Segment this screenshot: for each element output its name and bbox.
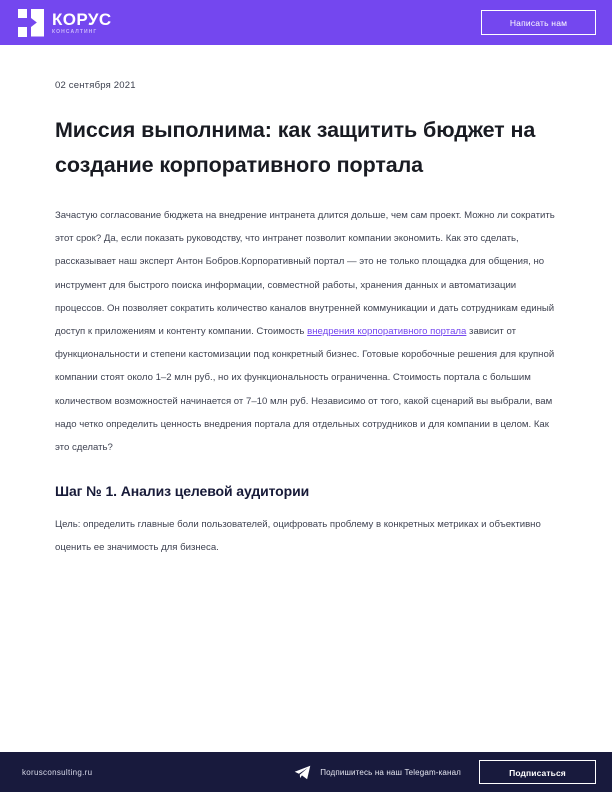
article-container <box>0 80 612 560</box>
site-header <box>0 0 612 45</box>
page-title: Миссия выполнима: как защитить бюджет на создание корпоративного портала <box>55 118 536 178</box>
publication-date: 02 сентября 2021 <box>55 80 136 91</box>
logo-bar-right <box>31 9 44 37</box>
logo-title: КОРУС <box>52 9 112 29</box>
corporate-portal-link[interactable]: внедрения корпоративного портала <box>307 325 467 337</box>
logo-subtitle: КОНСАЛТИНГ <box>52 28 98 35</box>
korus-k-mark-icon <box>18 9 44 37</box>
telegram-cta <box>294 765 461 780</box>
logo-wordmark <box>52 11 112 35</box>
section-heading-step-1: Шаг № 1. Анализ целевой аудитории <box>55 483 310 500</box>
site-footer <box>0 752 612 792</box>
logo-notch <box>18 18 27 27</box>
section-paragraph: Цель: определить главные боли пользователей, оцифровать проблему в конкретных метриках и объективно оценить ее значимость для бизнеса. <box>55 519 541 554</box>
article-paragraph <box>55 204 557 459</box>
footer-website-url[interactable]: korusconsulting.ru <box>22 767 93 777</box>
subscribe-button[interactable]: Подписаться <box>479 760 596 784</box>
paragraph-text-before-link: Зачастую согласование бюджета на внедрение интранета длится дольше, чем сам проект. Можно ли сократить этот срок? Да, если показать руководству, что интранет позволит компании экономить. Как это сделать, рассказывает наш эксперт Антон Бобров.Корпоративный портал — это не только площадка для общения, но инструмент для быстрого поиска информации, совместной работы, хранения данных и автоматизации процессов. Он позволяет сократить количество каналов внутренней коммуникации и дать сотрудникам единый доступ к приложениям и контенту компании. Стоимость <box>55 209 555 337</box>
brand-logo[interactable] <box>18 9 112 37</box>
telegram-cta-text: Подпишитесь на наш Telegam-канал <box>320 767 461 777</box>
contact-us-button[interactable]: Написать нам <box>481 10 596 35</box>
telegram-paper-plane-icon <box>294 765 311 780</box>
paragraph-text-after-link: зависит от функциональности и степени кастомизации под конкретный бизнес. Готовые коробочные решения для крупной компании стоят около 1–2 млн руб., но их функциональность ограниченна. Стоимость портала с большим количеством возможностей начинается от 7–10 млн руб. Независимо от того, какой сценарий вы выбрали, вам надо четко определить ценность внедрения портала для отдельных сотрудников и для компании в целом. Как это сделать? <box>55 325 555 453</box>
